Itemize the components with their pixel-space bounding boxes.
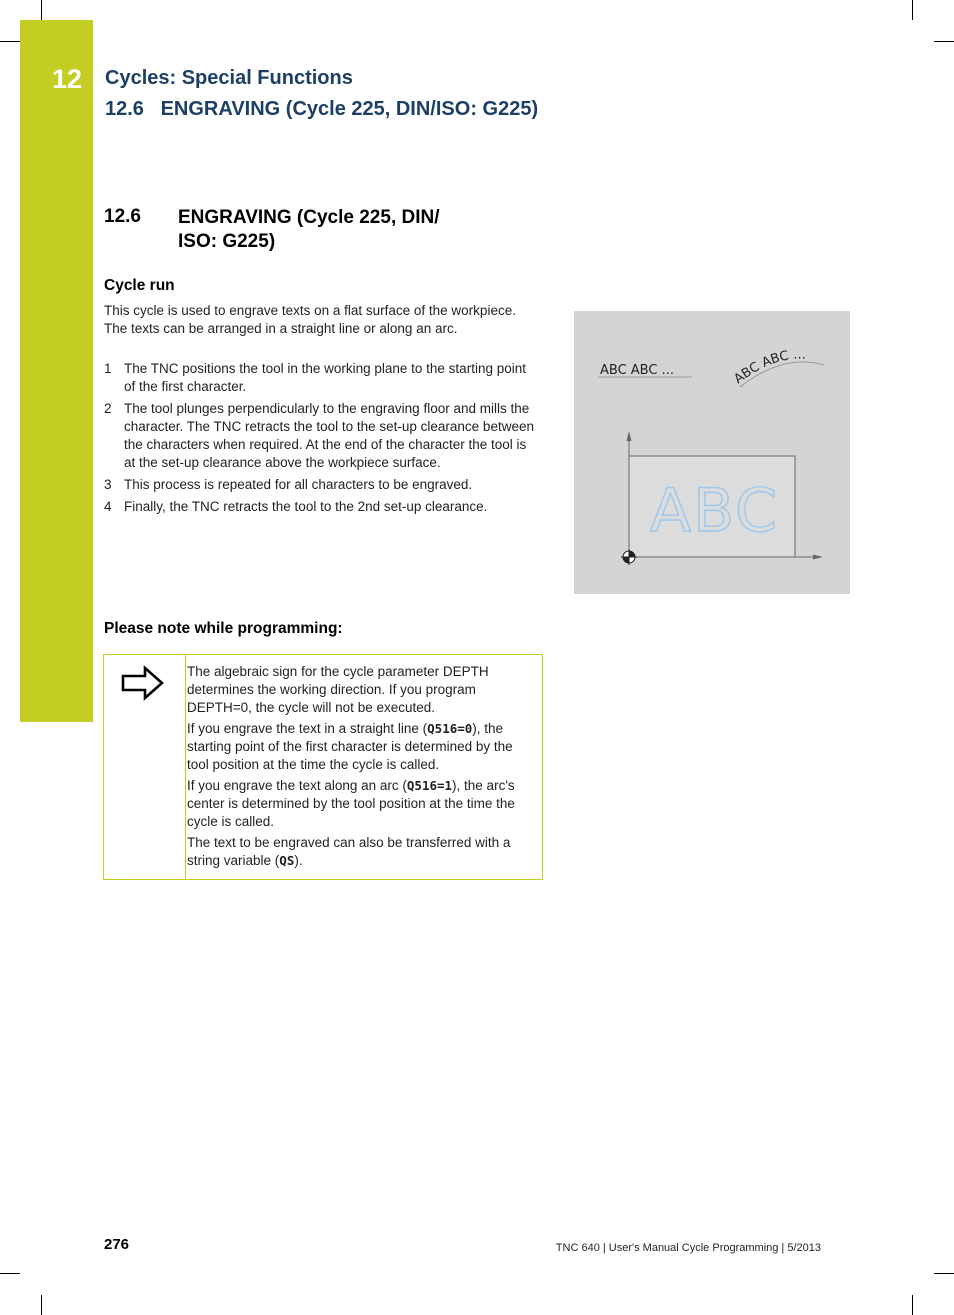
- step-text: Finally, the TNC retracts the tool to the 2nd set-up clearance.: [124, 499, 488, 514]
- note-text: If you engrave the text along an arc (: [187, 778, 407, 793]
- crop-mark: [934, 41, 954, 42]
- note-divider: [185, 655, 186, 879]
- section-title-line2: ISO: G225): [178, 231, 276, 252]
- step-number: 2: [104, 401, 112, 416]
- note-text: ).: [294, 853, 303, 868]
- section-title: [178, 206, 478, 254]
- note-paragraph: [187, 777, 535, 831]
- notes-heading: Please note while programming:: [104, 620, 343, 637]
- note-box: [103, 654, 543, 880]
- crop-mark: [41, 0, 42, 20]
- list-item: [104, 498, 536, 516]
- footer-text: TNC 640 | User's Manual Cycle Programming | 5/2013: [555, 1242, 821, 1254]
- step-text: This process is repeated for all characters to be engraved.: [124, 477, 473, 492]
- note-content: [187, 663, 535, 873]
- note-paragraph: [187, 720, 535, 774]
- engraving-diagram: [574, 311, 850, 594]
- step-number: 4: [104, 499, 112, 514]
- cycle-run-steps: [104, 360, 536, 520]
- crop-mark: [0, 1273, 20, 1274]
- note-text: The text to be engraved can also be transferred with a string variable (: [187, 835, 511, 868]
- note-text: If you engrave the text in a straight line (: [187, 721, 428, 736]
- crop-mark: [41, 1295, 42, 1315]
- parameter-code: QS: [279, 853, 295, 868]
- cycle-run-heading: Cycle run: [104, 277, 175, 294]
- parameter-code: Q516=0: [427, 721, 473, 736]
- crop-mark: [934, 1273, 954, 1274]
- section-heading: [104, 206, 478, 254]
- arc-text-path: ABC ABC ...: [731, 347, 807, 388]
- straight-text-label: ABC ABC ...: [600, 363, 674, 378]
- engraved-text: ABC: [650, 476, 780, 546]
- running-section-title: 12.6 ENGRAVING (Cycle 225, DIN/ISO: G225): [105, 98, 539, 120]
- parameter-code: Q516=1: [406, 778, 453, 793]
- note-text: ), the starting point of the first character is determined by the tool position at the time the cycle is called.: [187, 721, 513, 772]
- section-number: 12.6: [104, 206, 141, 227]
- note-paragraph: The algebraic sign for the cycle parameter DEPTH determines the working direction. If you program DEPTH=0, the cycle will not be executed.: [187, 664, 489, 715]
- crop-mark: [0, 41, 20, 42]
- step-number: 1: [104, 361, 112, 376]
- y-axis-arrow: [627, 431, 632, 441]
- note-text: ), the arc's center is determined by the tool position at the time the cycle is called.: [187, 778, 515, 829]
- crop-mark: [912, 1295, 913, 1315]
- chapter-band: [20, 20, 93, 722]
- note-paragraph: [187, 834, 535, 870]
- step-number: 3: [104, 477, 112, 492]
- arrow-right-icon: [120, 665, 166, 701]
- chapter-number: 12: [52, 64, 83, 94]
- page-number: 276: [104, 1236, 130, 1253]
- step-text: The tool plunges perpendicularly to the engraving floor and mills the character. The TNC retracts the tool to the set-up clearance between the characters when required. At the end of the character the tool is at the set-up clearance above the workpiece surface.: [124, 401, 534, 470]
- arc-text-label: [731, 347, 806, 387]
- list-item: [104, 476, 536, 494]
- x-axis-arrow: [813, 555, 823, 560]
- engraving-figure: [574, 311, 850, 594]
- list-item: [104, 360, 536, 396]
- step-text: The TNC positions the tool in the working plane to the starting point of the first character.: [124, 361, 526, 394]
- list-item: [104, 400, 536, 472]
- chapter-title: Cycles: Special Functions: [105, 67, 353, 89]
- cycle-run-intro: This cycle is used to engrave texts on a flat surface of the workpiece. The texts can be arranged in a straight line or along an arc.: [104, 303, 516, 336]
- crop-mark: [912, 0, 913, 20]
- section-title-line1: ENGRAVING (Cycle 225, DIN/: [178, 207, 440, 228]
